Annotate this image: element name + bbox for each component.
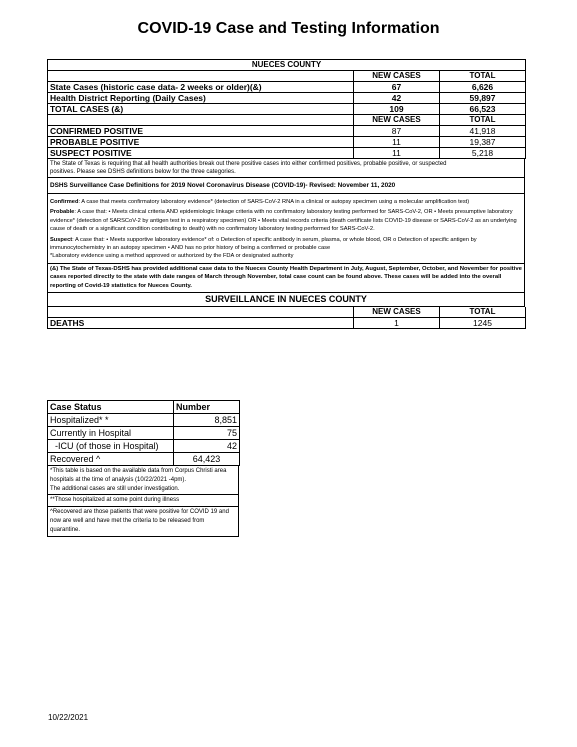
case-status-table [47,400,240,466]
case-status-block [47,400,239,537]
state-note-line: The State of Texas is requiring that all health authorities break out there positive cases into either confirmed positives, probable positive, or suspected [50,161,447,167]
positive-row-new: 11 [354,148,440,159]
positive-row-label: PROBABLE POSITIVE [48,137,354,148]
recovered-footnote: ^Recovered are those patients that were positive for COVID 19 and now are well and have met the criteria to be released from quarantine. [47,507,239,536]
report-date: 10/22/2021 [48,713,89,722]
definition-text: : A case that: • Meets clinical criteria AND epidemiologic linkage criteria with no confirmatory laboratory testing performed for SARS-CoV-2, OR • Meets presumptive laboratory evidence* (detection of SARSCoV-2 by antigen test in a respiratory specimen) OR • Meets vital records criteria (death certificate lists COVID-19 disease or SARS-CoV-2 as an underlying cause of death or a significant condition contributing to death) with no confirmatory laboratory testing performed for SARS-CoV-2. [50,209,517,233]
case-definitions [47,194,525,264]
state-note-line: positives. Please see DSHS definitions below for the three categories. [50,169,236,175]
new-cases-header: NEW CASES [354,115,440,126]
blank-cell [48,115,354,126]
surveillance-title: SURVEILLANCE IN NUECES COUNTY [47,293,525,307]
total-header: TOTAL [440,307,526,318]
case-row-label: State Cases (historic case data- 2 weeks or older)(&) [48,82,354,93]
deaths-table [47,307,526,329]
status-row-value: 42 [174,440,240,453]
status-row-label: -ICU (of those in Hospital) [48,440,174,453]
number-header: Number [174,401,240,414]
status-row-value: 8,851 [174,414,240,427]
case-table [47,59,526,159]
positive-row-label: SUSPECT POSITIVE [48,148,354,159]
state-requirement-note [47,159,525,178]
status-row-label: Currently in Hospital [48,427,174,440]
definition-term: Suspect [50,236,73,243]
dshs-definitions-title: DSHS Surveillance Case Definitions for 2019 Novel Coronavirus Disease (COVID-19)- Revised: November 11, 2020 [47,178,525,194]
status-row-value: 64,423 [174,453,240,466]
positive-row-total: 19,387 [440,137,526,148]
deaths-label: DEATHS [48,317,354,328]
definition-term: Confirmed [50,199,79,205]
case-row-new: 42 [354,93,440,104]
total-header: TOTAL [440,115,526,126]
status-row-value: 75 [174,427,240,440]
case-row-total: 6,626 [440,82,526,93]
definition-suspect [50,236,522,253]
deaths-total: 1245 [440,317,526,328]
state-additional-data-note: (&) The State of Texas-DSHS has provided additional case data to the Nueces County Health Department in July, August, September, October, and November for positive cases reported directly to the state with date ranges of March through November, total case count can be found above. These cases will be added into the overall reporting of Covid-19 statistics for Nueces County. [47,264,525,293]
definition-text: : A case that: • Meets supportive laboratory evidence* of: o Detection of specific antibody in serum, plasma, or whole blood, OR o Detection of specific antigen by immunocytochemistry in an autopsy specimen • AND has no prior history of being a confirmed or probable case [50,236,477,252]
case-row-label: TOTAL CASES (&) [48,104,354,115]
deaths-new: 1 [354,317,440,328]
new-cases-header: NEW CASES [354,71,440,82]
case-row-label: Health District Reporting (Daily Cases) [48,93,354,104]
total-header: TOTAL [440,71,526,82]
status-note-line: The additional cases are still under investigation. [50,485,180,492]
county-header: NUECES COUNTY [48,60,526,71]
positive-row-label: CONFIRMED POSITIVE [48,126,354,137]
status-row-label: Hospitalized* * [48,414,174,427]
definition-confirmed [50,198,522,206]
case-row-total: 59,897 [440,93,526,104]
positive-row-total: 41,918 [440,126,526,137]
status-footnote [47,466,239,495]
positive-row-new: 11 [354,137,440,148]
status-note-line: *This table is based on the available data from Corpus Christi area hospitals at the time of analysis (10/22/2021 -4pm). [50,468,227,483]
blank-cell [48,71,354,82]
case-row-total: 66,523 [440,104,526,115]
blank-cell [48,307,354,318]
county-report [47,59,525,329]
definition-text: : A case that meets confirmatory laboratory evidence* (detection of SARS-CoV-2 RNA in a clinical or autopsy specimen using a molecular amplification test) [78,199,470,205]
page-title: COVID-19 Case and Testing Information [137,20,440,37]
case-row-new: 109 [354,104,440,115]
new-cases-header: NEW CASES [354,307,440,318]
case-status-header: Case Status [48,401,174,414]
status-row-label: Recovered ^ [48,453,174,466]
case-row-new: 67 [354,82,440,93]
definition-probable [50,208,522,233]
definition-footnote: *Laboratory evidence using a method approved or authorized by the FDA or designated authority [50,253,294,260]
positive-row-total: 5,218 [440,148,526,159]
definition-term: Probable [50,209,75,216]
positive-row-new: 87 [354,126,440,137]
hospitalized-footnote: **Those hospitalized at some point during illness [47,495,239,507]
